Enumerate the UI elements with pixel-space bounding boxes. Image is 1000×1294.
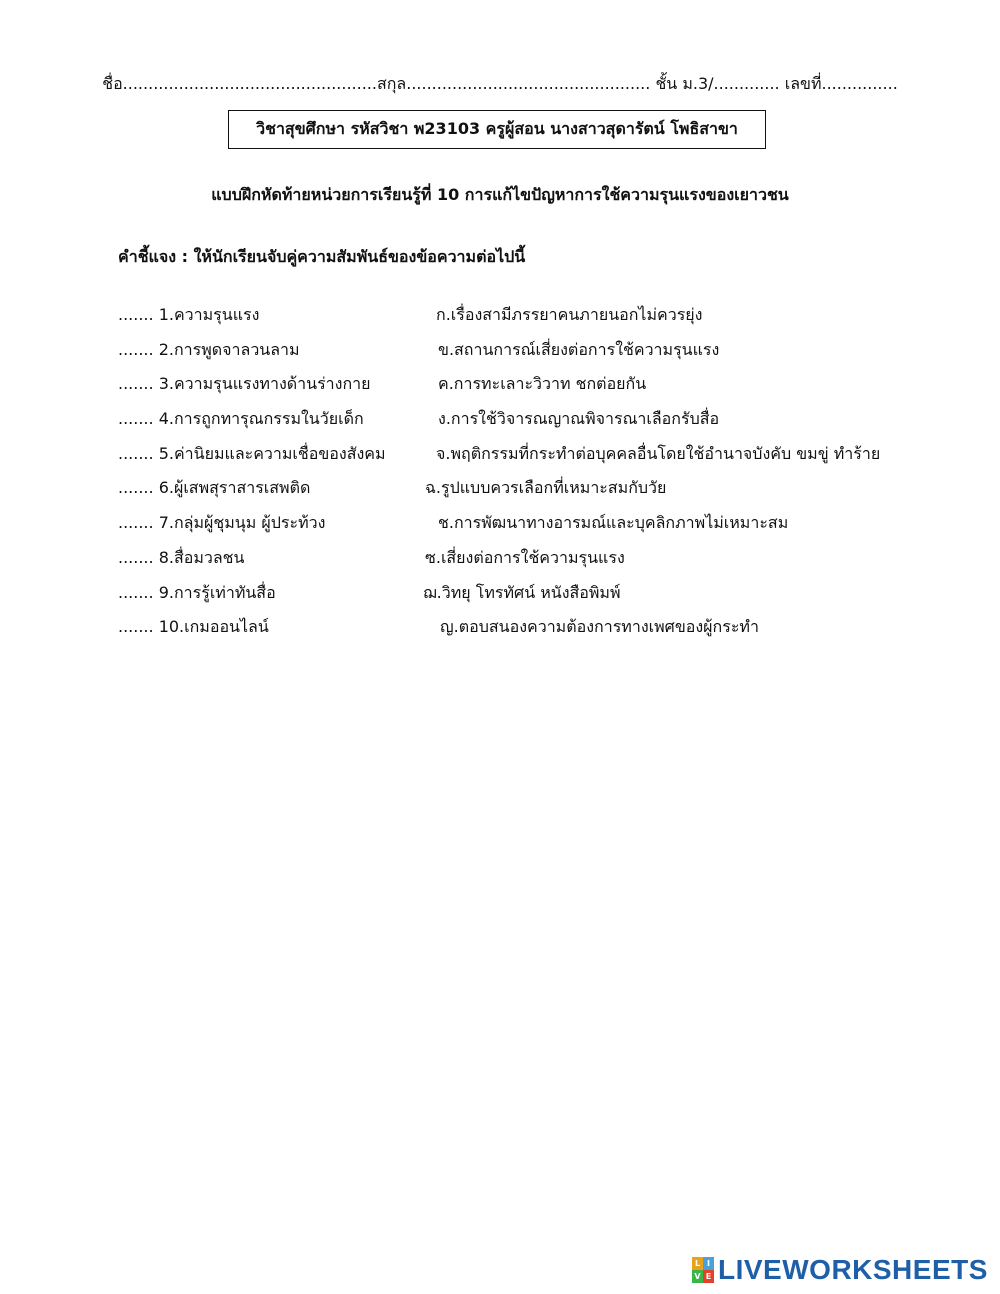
item-left[interactable]: ....... 3.ความรุนแรงทางด้านร่างกาย	[118, 374, 371, 394]
item-right: ญ.ตอบสนองความต้องการทางเพศของผู้กระทำ	[440, 617, 759, 637]
item-left[interactable]: ....... 7.กลุ่มผู้ชุมนุม ผู้ประท้วง	[118, 513, 326, 533]
matching-row	[118, 581, 898, 616]
item-left[interactable]: ....... 2.การพูดจาลวนลาม	[118, 339, 300, 359]
matching-row	[118, 303, 898, 338]
logo-text: LIVEWORKSHEETS	[718, 1254, 988, 1285]
matching-row	[118, 511, 898, 546]
item-left[interactable]: ....... 1.ความรุนแรง	[118, 305, 260, 324]
logo-letter-v: V	[692, 1270, 703, 1283]
exercise-title: แบบฝึกหัดท้ายหน่วยการเรียนรู้ที่ 10 การแก้ไขปัญหาการใช้ความรุนแรงของเยาวชน	[211, 185, 789, 204]
item-left[interactable]: ....... 10.เกมออนไลน์	[118, 617, 269, 637]
item-right: ก.เรื่องสามีภรรยาคนภายนอกไม่ควรยุ่ง	[436, 305, 703, 324]
student-info-line: ชื่อ..................................................สกุล................................................ ชั้น ม.3/............. เลขที่...............	[102, 74, 898, 93]
instruction-text: คำชี้แจง : ให้นักเรียนจับคู่ความสัมพันธ์ของข้อความต่อไปนี้	[118, 247, 526, 266]
item-left[interactable]: ....... 8.สื่อมวลชน	[118, 547, 245, 567]
matching-row	[118, 476, 898, 511]
subject-info-text: วิชาสุขศึกษา รหัสวิชา พ23103 ครูผู้สอน นางสาวสุดารัตน์ โพธิสาขา	[256, 119, 738, 138]
logo-letter-i: I	[703, 1257, 714, 1270]
item-left[interactable]: ....... 4.การถูกทารุณกรรมในวัยเด็ก	[118, 409, 364, 429]
matching-row	[118, 372, 898, 407]
logo-letter-l: L	[692, 1257, 703, 1270]
matching-row	[118, 338, 898, 373]
liveworksheets-logo-icon	[692, 1257, 714, 1283]
matching-row	[118, 615, 898, 650]
subject-info-box	[228, 110, 766, 149]
item-right: ฌ.วิทยุ โทรทัศน์ หนังสือพิมพ์	[423, 582, 621, 602]
item-left[interactable]: ....... 5.ค่านิยมและความเชื่อของสังคม	[118, 443, 386, 463]
item-right: ง.การใช้วิจารณญาณพิจารณาเลือกรับสื่อ	[438, 409, 720, 429]
item-right: ข.สถานการณ์เสี่ยงต่อการใช้ความรุนแรง	[438, 339, 720, 359]
matching-list	[118, 303, 898, 650]
item-right: ฉ.รูปแบบควรเลือกที่เหมาะสมกับวัย	[425, 478, 667, 498]
logo-letter-e: E	[703, 1270, 714, 1283]
matching-row	[118, 546, 898, 581]
item-right: ค.การทะเลาะวิวาท ชกต่อยกัน	[438, 374, 647, 394]
item-right: จ.พฤติกรรมที่กระทำต่อบุคคลอื่นโดยใช้อำนาจบังคับ ขมขู่ ทำร้าย	[436, 443, 881, 463]
item-left[interactable]: ....... 6.ผู้เสพสุราสารเสพติด	[118, 478, 311, 498]
item-right: ซ.เสี่ยงต่อการใช้ความรุนแรง	[425, 547, 625, 567]
liveworksheets-logo	[692, 1253, 988, 1287]
item-right: ช.การพัฒนาทางอารมณ์และบุคลิกภาพไม่เหมาะสม	[438, 513, 789, 533]
matching-row	[118, 442, 898, 477]
matching-row	[118, 407, 898, 442]
item-left[interactable]: ....... 9.การรู้เท่าทันสื่อ	[118, 582, 276, 602]
